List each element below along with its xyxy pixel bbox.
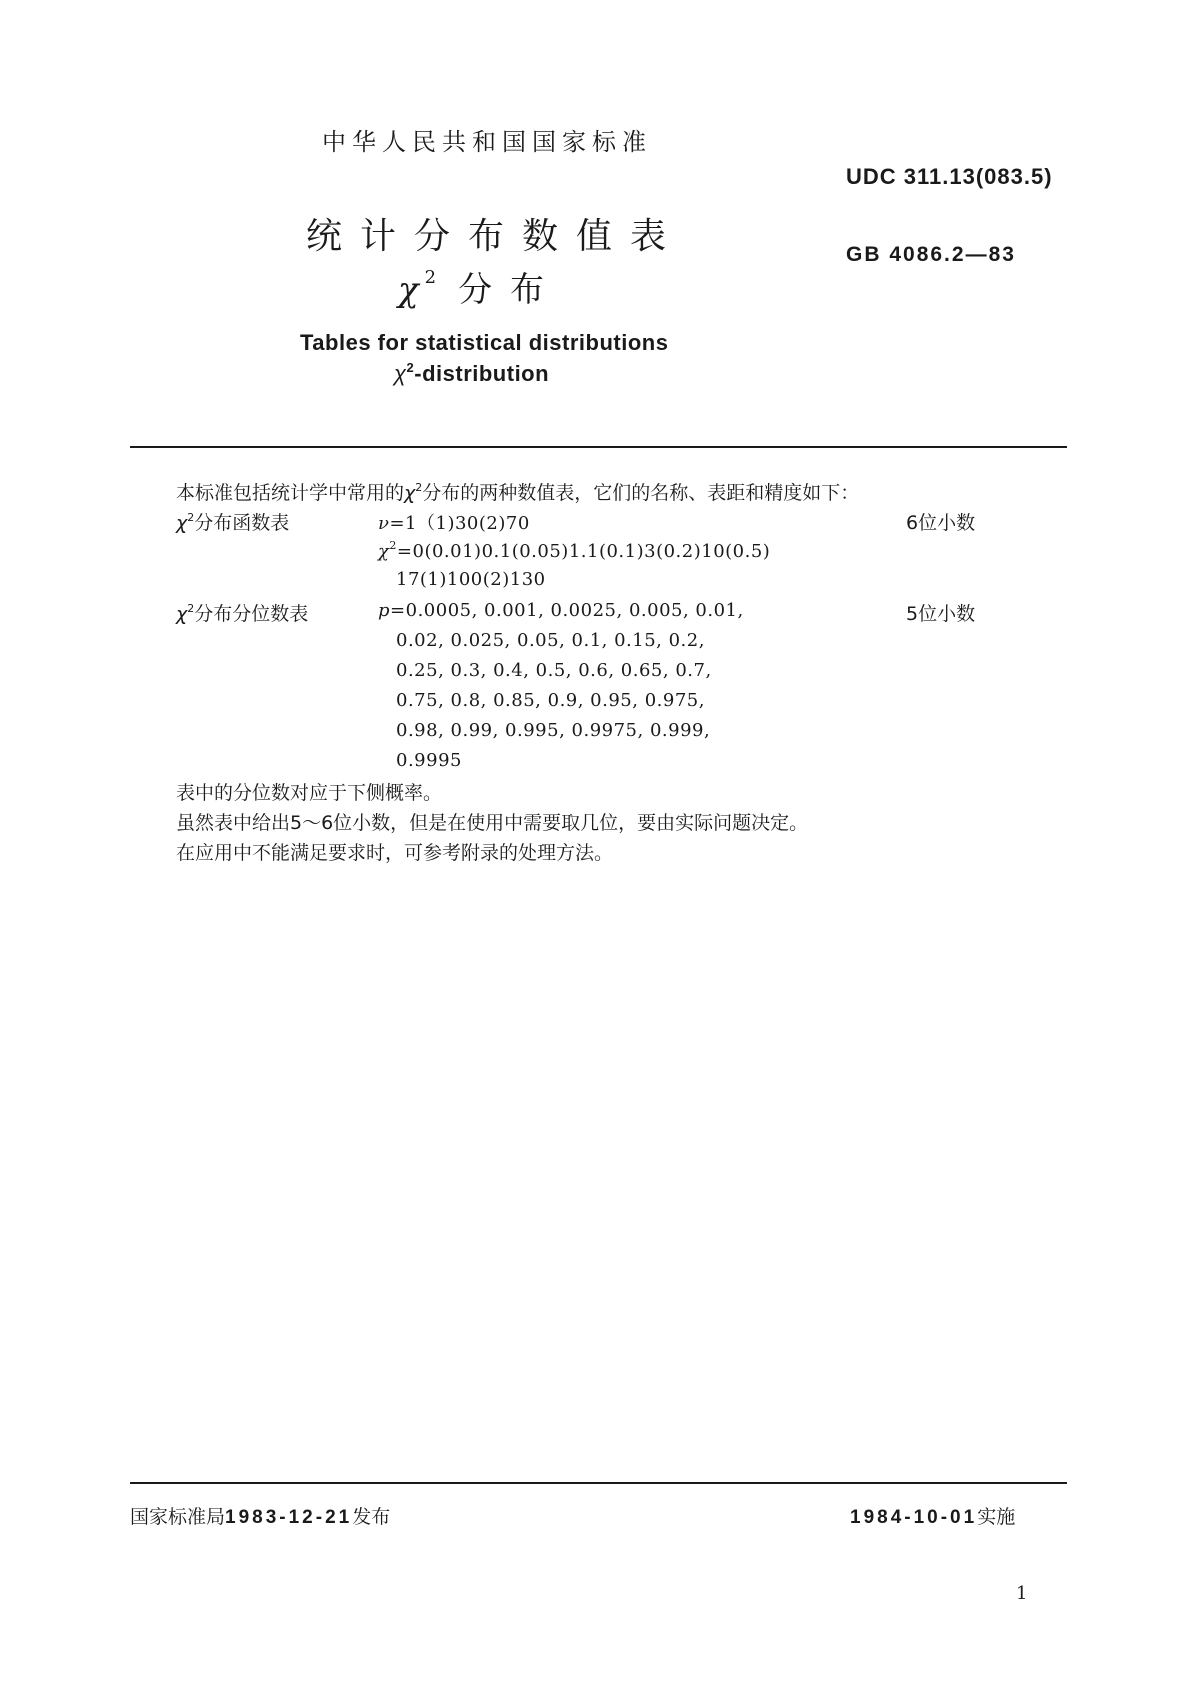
chi-exponent: 2: [187, 511, 195, 524]
subtitle-chinese-text: 分布: [458, 270, 563, 310]
subtitle-english: [394, 360, 549, 387]
table2-p-line-2: 0.02, 0.025, 0.05, 0.1, 0.15, 0.2,: [396, 630, 705, 651]
table2-label-text: 分布分位数表: [194, 603, 309, 625]
subtitle-english-text: -distribution: [414, 361, 550, 386]
table1-chi-range-cont: 17(1)100(2)130: [396, 569, 546, 590]
standard-org-header: 中华人民共和国国家标准: [322, 128, 652, 156]
table1-label: [176, 508, 289, 535]
chi-exponent: 2: [389, 539, 397, 552]
udc-code: UDC 311.13(083.5): [846, 164, 1053, 189]
table1-nu-range: [378, 509, 530, 535]
title-chinese: 统计分布数值表: [306, 216, 685, 257]
p-symbol: p: [378, 600, 391, 621]
bottom-divider: [130, 1482, 1067, 1484]
chi-symbol: χ: [394, 361, 407, 386]
chi-range-text: =0(0.01)0.1(0.05)1.1(0.1)3(0.2)10(0.5): [396, 541, 771, 562]
effective-suffix: 实施: [977, 1506, 1016, 1528]
table2-p-line-4: 0.75, 0.8, 0.85, 0.9, 0.95, 0.975,: [396, 690, 705, 711]
issue-suffix: 发布: [352, 1506, 391, 1528]
issue-date: 1983-12-21: [225, 1507, 353, 1528]
table2-p-line-6: 0.9995: [396, 750, 462, 771]
issue-info: [130, 1502, 390, 1529]
table1-label-text: 分布函数表: [194, 512, 290, 534]
title-english: Tables for statistical distributions: [300, 330, 669, 355]
top-divider: [130, 446, 1067, 448]
table2-p-line-1: [378, 600, 744, 621]
chi-exponent: 2: [406, 360, 415, 375]
nu-symbol: ν: [378, 513, 390, 534]
issuer: 国家标准局: [130, 1506, 226, 1528]
intro-text-post: 分布的两种数值表，它们的名称、表距和精度如下：: [422, 482, 860, 504]
chi-symbol: χ: [404, 482, 416, 504]
chi-exponent: 2: [415, 481, 423, 494]
chi-symbol: χ: [176, 603, 188, 625]
nu-range-text: =1（1)30(2)70: [389, 513, 530, 534]
chi-exponent: 2: [187, 602, 195, 615]
note-2: 虽然表中给出5～6位小数，但是在使用中需要取几位，要由实际问题决定。: [176, 812, 809, 834]
effective-date: 1984-10-01: [850, 1507, 978, 1528]
table2-precision: 5位小数: [906, 603, 976, 625]
effective-info: [850, 1502, 1015, 1529]
standard-number: GB 4086.2—83: [846, 243, 1016, 266]
chi-symbol: χ: [398, 270, 419, 310]
table2-p-line-5: 0.98, 0.99, 0.995, 0.9975, 0.999,: [396, 720, 711, 741]
page-number: 1: [1016, 1583, 1028, 1604]
intro-paragraph: [176, 478, 859, 505]
chi-symbol: χ: [176, 512, 188, 534]
table1-chi-range: [378, 539, 770, 562]
table2-p-line-3: 0.25, 0.3, 0.4, 0.5, 0.6, 0.65, 0.7,: [396, 660, 712, 681]
chi-symbol: χ: [378, 541, 390, 562]
table2-label: [176, 599, 308, 626]
intro-text-pre: 本标准包括统计学中常用的: [176, 482, 405, 504]
table1-precision: 6位小数: [906, 512, 976, 534]
note-3: 在应用中不能满足要求时，可参考附录的处理方法。: [176, 842, 614, 864]
chi-exponent: 2: [424, 267, 437, 288]
note-1: 表中的分位数对应于下侧概率。: [176, 782, 443, 804]
p-values-text: =0.0005, 0.001, 0.0025, 0.005, 0.01,: [390, 600, 744, 621]
subtitle-chinese: [398, 262, 562, 311]
